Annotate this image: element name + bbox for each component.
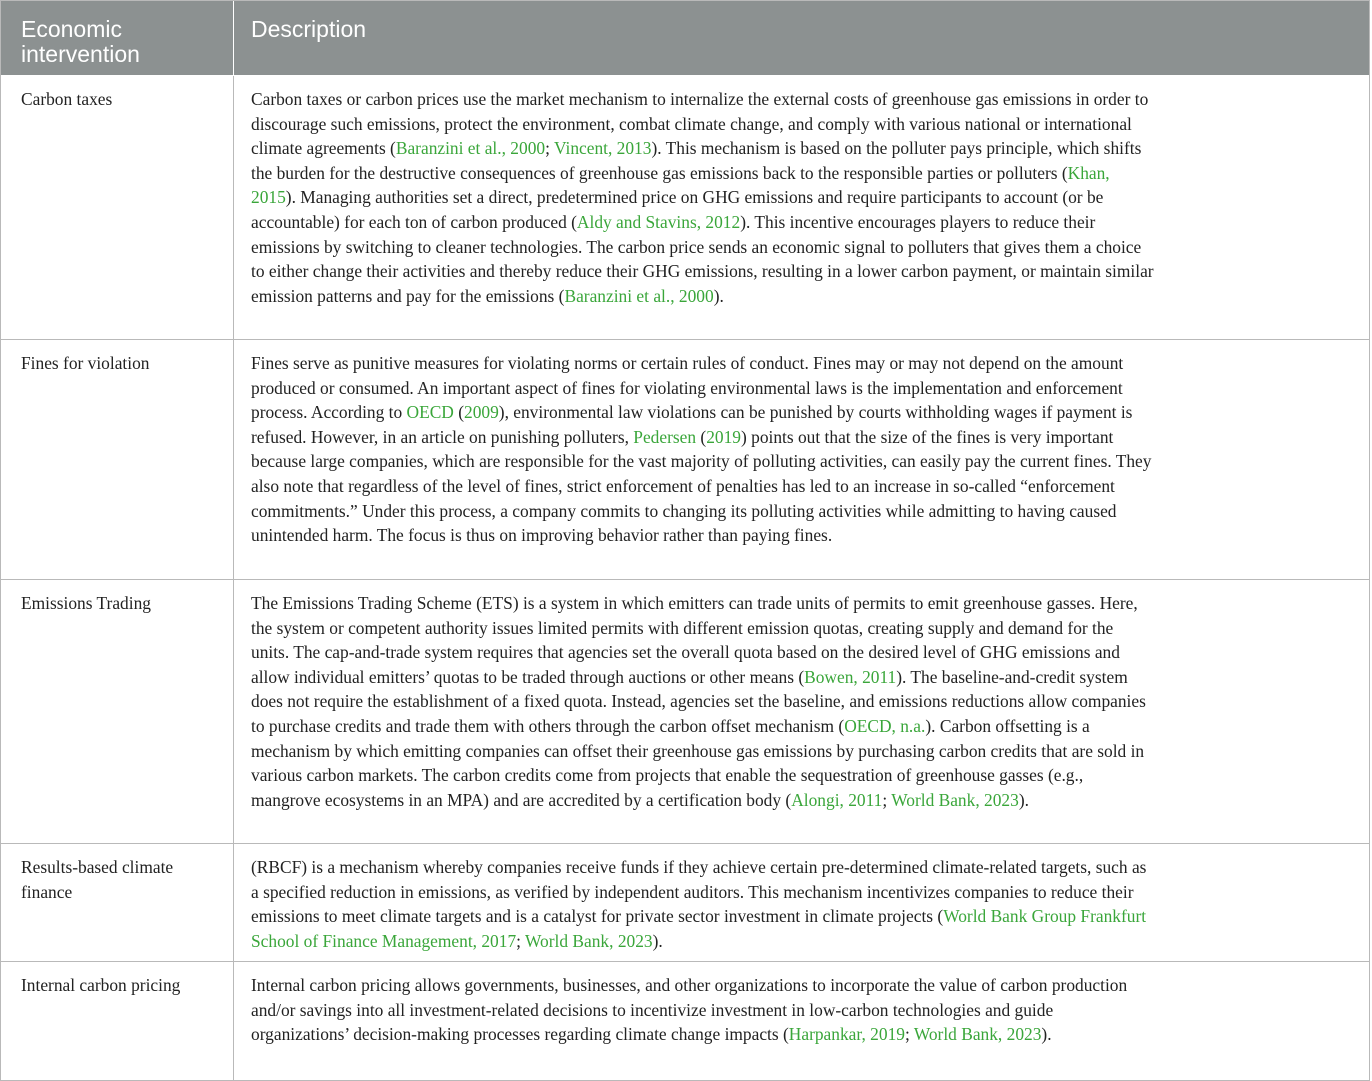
citation-link[interactable]: Vincent, 2013 [553,138,652,159]
citation-link[interactable]: World Bank, 2023 [913,1024,1042,1045]
description-text: ( [453,402,464,423]
citation-link[interactable]: World Bank, 2023 [525,930,653,951]
description-text: ; [882,789,892,810]
table-row [1,76,1369,340]
table-row [1,340,1369,580]
intervention-name: Emissions Trading [1,580,234,843]
citation-link[interactable]: Khan, 2015 [251,162,1110,208]
description-text: ; [545,138,554,159]
intervention-description [234,844,1369,961]
citation-link[interactable]: World Bank, 2023 [891,789,1019,810]
description-text: ). Carbon offsetting is a mechanism by which emitting companies can offset their greenhouse gas emissions by purchasing carbon credits that are sold in various carbon markets. The carbon credits come from projects that enable the sequestration of greenhouse gasses (e.g., mangrove ecosystems in an MPA) and are accredited by a certification body ( [251,715,1145,810]
description-text: ( [696,426,707,447]
description-text: ), environmental law violations can be punished by courts withholding wages if payment is refused. However, in an article on punishing polluters, [251,402,1133,447]
description-text: ). This incentive encourages players to reduce their emissions by switching to cleaner technologies. The carbon price sends an economic signal to polluters that gives them a choice to either change their activities and thereby reduce their GHG emissions, resulting in a lower carbon payment, or maintain similar emission patterns and pay for the emissions ( [251,211,1154,306]
description-text: ). [1041,1024,1052,1045]
citation-link[interactable]: World Bank Group Frankfurt School of Finance Management, 2017 [251,906,1147,951]
intervention-description [234,76,1369,339]
citation-link[interactable]: 2019 [706,426,741,447]
table-row [1,844,1369,962]
description-text: ) points out that the size of the fines is very important because large companies, which are responsible for the vast majority of polluting activities, can easily pay the current fines. They also note that regardless of the level of fines, strict enforcement of penalties has led to an increase in so-called “enforcement commitments.” Under this process, a company commits to changing its polluting activities while admitting to having caused unintended harm. The focus is thus on improving behavior rather than paying fines. [251,426,1152,546]
description-text: ). The baseline-and-credit system does not require the establishment of a fixed quota. Instead, agencies set the baseline, and emissions reductions allow companies to purchase credits and trade them with others through the carbon offset mechanism ( [251,666,1146,736]
header-description: Description [251,16,367,42]
intervention-description [234,962,1369,1080]
citation-link[interactable]: Alongi, 2011 [791,789,883,810]
header-economic-intervention: Economic intervention [1,1,234,75]
description-text: ; [516,930,526,951]
citation-link[interactable]: OECD [406,402,454,423]
intervention-name: Results-based climate finance [1,844,234,961]
table-body [1,76,1369,1080]
intervention-name: Carbon taxes [1,76,234,339]
citation-link[interactable]: Baranzini et al., 2000 [395,138,546,159]
table-row [1,962,1369,1080]
description-text: ). [713,285,724,306]
description-text: ). This mechanism is based on the polluter pays principle, which shifts the burden for the destructive consequences of greenhouse gas emissions back to the responsible parties or polluters ( [251,138,1142,183]
description-text: ). [1018,789,1029,810]
intervention-name: Fines for violation [1,340,234,579]
description-text: Fines serve as punitive measures for violating norms or certain rules of conduct. Fines may or may not depend on the amount produced or consumed. An important aspect of fines for violating environmental laws is the implementation and enforcement process. According to [251,353,1124,423]
description-text: (RBCF) is a mechanism whereby companies receive funds if they achieve certain pre-determined climate-related targets, such as a specified reduction in emissions, as verified by independent auditors. This mechanism incentivizes companies to reduce their emissions to meet climate targets and is a catalyst for private sector investment in climate projects ( [251,857,1147,927]
description-text: ). [652,930,663,951]
description-text: The Emissions Trading Scheme (ETS) is a system in which emitters can trade units of permits to emit greenhouse gasses. Here, the system or competent authority issues limited permits with different emission quotas, creating supply and demand for the units. The cap-and-trade system requires that agencies set the overall quota based on the desired level of GHG emissions and allow individual emitters’ quotas to be traded through auctions or other means ( [251,593,1138,687]
description-text: Internal carbon pricing allows governments, businesses, and other organizations to incorporate the value of carbon production and/or savings into all investment-related decisions to incentivize investment in low-carbon technologies and guide organizations’ decision-making processes regarding climate change impacts ( [251,975,1128,1045]
citation-link[interactable]: OECD, n.a. [844,715,926,736]
description-text: Carbon taxes or carbon prices use the market mechanism to internalize the external costs of greenhouse gas emissions in order to discourage such emissions, protect the environment, combat climate change, and comply with various national or international climate agreements ( [251,89,1149,159]
description-text: ; [904,1024,914,1045]
citation-link[interactable]: 2009 [464,402,499,423]
table-header [1,1,1369,76]
intervention-name: Internal carbon pricing [1,962,234,1080]
citation-link[interactable]: Baranzini et al., 2000 [564,285,714,306]
intervention-description [234,340,1369,579]
table-row [1,580,1369,844]
description-text: ). Managing authorities set a direct, predetermined price on GHG emissions and require participants to account (or be accountable) for each ton of carbon produced ( [251,187,1104,232]
citation-link[interactable]: Pedersen [633,426,697,447]
intervention-description [234,580,1369,843]
citation-link[interactable]: Bowen, 2011 [804,666,897,687]
citation-link[interactable]: Harpankar, 2019 [788,1024,905,1045]
citation-link[interactable]: Aldy and Stavins, 2012 [576,211,741,232]
